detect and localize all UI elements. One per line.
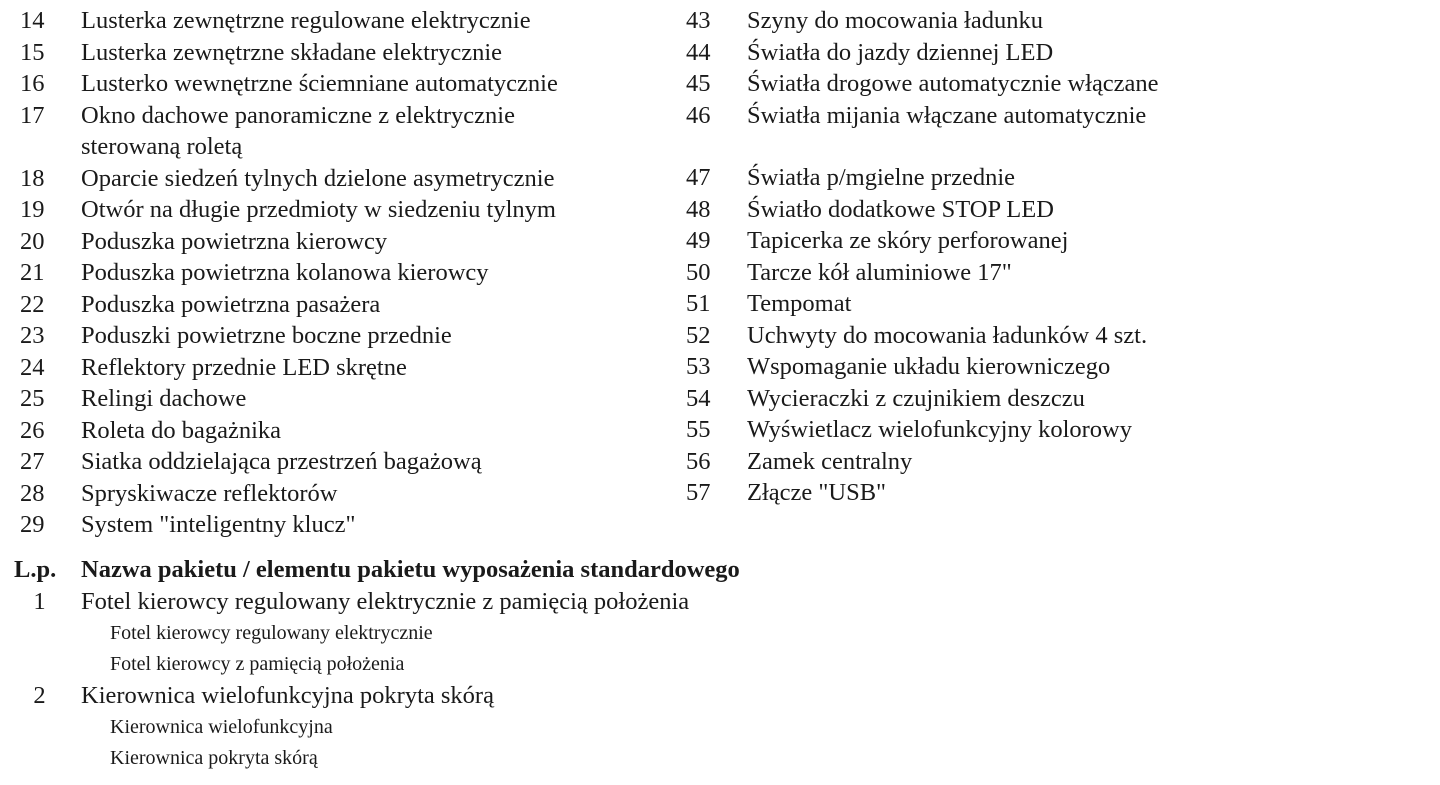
item-number: 16 bbox=[20, 70, 45, 97]
item-label: Lusterko wewnętrzne ściemniane automatycznie bbox=[81, 70, 558, 97]
item-label: Światło dodatkowe STOP LED bbox=[747, 195, 1054, 223]
package-table bbox=[14, 553, 1114, 774]
list-item bbox=[20, 509, 660, 541]
package-label: Fotel kierowcy regulowany elektrycznie z pamięcią położenia bbox=[81, 588, 690, 615]
item-label: Światła drogowe automatycznie włączane bbox=[747, 70, 1159, 97]
list-item bbox=[20, 352, 660, 384]
package-element: Fotel kierowcy z pamięcią położenia bbox=[110, 653, 405, 675]
header-package-name: Nazwa pakietu / elementu pakietu wyposażenia standardowego bbox=[81, 556, 740, 583]
list-item bbox=[686, 446, 1426, 478]
list-item bbox=[20, 5, 660, 37]
right-equipment-list bbox=[686, 5, 1426, 509]
package-label: Kierownica wielofunkcyjna pokryta skórą bbox=[81, 682, 494, 709]
item-number: 47 bbox=[686, 164, 711, 191]
item-label: Szyny do mocowania ładunku bbox=[747, 7, 1043, 34]
item-number: 27 bbox=[20, 448, 45, 475]
item-label: Poduszki powietrzne boczne przednie bbox=[81, 322, 452, 349]
list-item bbox=[686, 383, 1426, 415]
package-element: Kierownica pokryta skórą bbox=[110, 747, 318, 769]
list-item bbox=[20, 37, 660, 69]
package-element: Fotel kierowcy regulowany elektrycznie bbox=[110, 622, 433, 644]
item-number: 43 bbox=[686, 7, 711, 34]
item-number: 15 bbox=[20, 38, 45, 66]
item-number: 14 bbox=[20, 7, 45, 34]
item-label: Światła p/mgielne przednie bbox=[747, 164, 1016, 191]
item-label: Poduszka powietrzna kierowcy bbox=[81, 227, 388, 255]
item-number: 50 bbox=[686, 258, 711, 286]
item-label: Wyświetlacz wielofunkcyjny kolorowy bbox=[747, 416, 1132, 443]
item-label: Otwór na długie przedmioty w siedzeniu tylnym bbox=[81, 196, 556, 223]
list-item bbox=[686, 288, 1426, 320]
item-label: Okno dachowe panoramiczne z elektrycznie sterowaną roletą bbox=[81, 101, 515, 160]
list-item bbox=[20, 446, 660, 478]
left-equipment-list bbox=[20, 5, 660, 541]
item-number: 53 bbox=[686, 353, 711, 380]
item-number: 55 bbox=[686, 416, 711, 443]
item-label: Reflektory przednie LED skrętne bbox=[81, 353, 407, 381]
item-number: 29 bbox=[20, 511, 45, 538]
list-item bbox=[20, 194, 660, 226]
package-row bbox=[14, 586, 1114, 618]
item-label: Poduszka powietrzna pasażera bbox=[81, 290, 381, 318]
list-item bbox=[686, 5, 1426, 37]
item-number: 51 bbox=[686, 290, 711, 317]
list-item bbox=[20, 257, 660, 289]
list-item bbox=[20, 383, 660, 415]
item-label: Oparcie siedzeń tylnych dzielone asymetrycznie bbox=[81, 164, 555, 192]
item-number: 45 bbox=[686, 70, 711, 97]
list-item bbox=[686, 162, 1426, 194]
list-item bbox=[686, 225, 1426, 257]
list-item bbox=[20, 415, 660, 447]
item-label: Wspomaganie układu kierowniczego bbox=[747, 353, 1111, 380]
list-item bbox=[20, 320, 660, 352]
item-number: 56 bbox=[686, 447, 711, 475]
item-number: 49 bbox=[686, 227, 711, 254]
item-label: Lusterka zewnętrzne składane elektrycznie bbox=[81, 38, 503, 66]
package-table-header bbox=[14, 553, 1114, 586]
item-number: 18 bbox=[20, 164, 45, 192]
list-item bbox=[20, 163, 660, 195]
item-number: 57 bbox=[686, 479, 711, 506]
item-number: 20 bbox=[20, 227, 45, 255]
item-number: 48 bbox=[686, 195, 711, 223]
item-number: 44 bbox=[686, 38, 711, 66]
item-label: Tapicerka ze skóry perforowanej bbox=[747, 227, 1069, 254]
list-item bbox=[686, 320, 1426, 352]
list-item bbox=[686, 257, 1426, 289]
list-item bbox=[686, 37, 1426, 69]
item-number: 19 bbox=[20, 196, 45, 223]
list-item bbox=[686, 194, 1426, 226]
item-number: 54 bbox=[686, 384, 711, 412]
item-number: 23 bbox=[20, 322, 45, 349]
package-element: Kierownica wielofunkcyjna bbox=[110, 716, 333, 738]
item-label: Spryskiwacze reflektorów bbox=[81, 479, 338, 507]
list-item bbox=[686, 100, 1426, 132]
header-lp: L.p. bbox=[14, 556, 57, 583]
list-item bbox=[20, 68, 660, 100]
item-number: 28 bbox=[20, 479, 45, 507]
package-row bbox=[14, 680, 1114, 712]
item-label: Światła mijania włączane automatycznie bbox=[747, 101, 1147, 129]
item-label: Złącze "USB" bbox=[747, 479, 887, 506]
item-label: System "inteligentny klucz" bbox=[81, 511, 356, 538]
item-number: 25 bbox=[20, 385, 45, 412]
package-number: 1 bbox=[33, 588, 46, 615]
list-item bbox=[20, 478, 660, 510]
list-item bbox=[20, 289, 660, 321]
list-item bbox=[686, 351, 1426, 383]
item-label: Światła do jazdy dziennej LED bbox=[747, 38, 1054, 66]
item-label: Lusterka zewnętrzne regulowane elektrycznie bbox=[81, 7, 531, 34]
list-item bbox=[20, 100, 660, 163]
item-label: Relingi dachowe bbox=[81, 385, 247, 412]
item-number: 46 bbox=[686, 101, 711, 129]
item-label: Uchwyty do mocowania ładunków 4 szt. bbox=[747, 321, 1148, 349]
item-label: Tarcze kół aluminiowe 17" bbox=[747, 258, 1012, 286]
package-number: 2 bbox=[33, 682, 46, 709]
list-item bbox=[686, 414, 1426, 446]
item-label: Roleta do bagażnika bbox=[81, 416, 282, 444]
item-label: Wycieraczki z czujnikiem deszczu bbox=[747, 384, 1085, 412]
row-spacer bbox=[686, 131, 1426, 162]
item-number: 26 bbox=[20, 416, 45, 444]
item-number: 22 bbox=[20, 290, 45, 318]
item-label: Siatka oddzielająca przestrzeń bagażową bbox=[81, 448, 482, 475]
item-label: Tempomat bbox=[747, 290, 852, 317]
item-number: 17 bbox=[20, 101, 45, 129]
item-number: 52 bbox=[686, 321, 711, 349]
list-item bbox=[20, 226, 660, 258]
item-number: 24 bbox=[20, 353, 45, 381]
item-label: Zamek centralny bbox=[747, 447, 913, 475]
item-label: Poduszka powietrzna kolanowa kierowcy bbox=[81, 259, 489, 286]
list-item bbox=[686, 477, 1426, 509]
item-number: 21 bbox=[20, 259, 45, 286]
list-item bbox=[686, 68, 1426, 100]
